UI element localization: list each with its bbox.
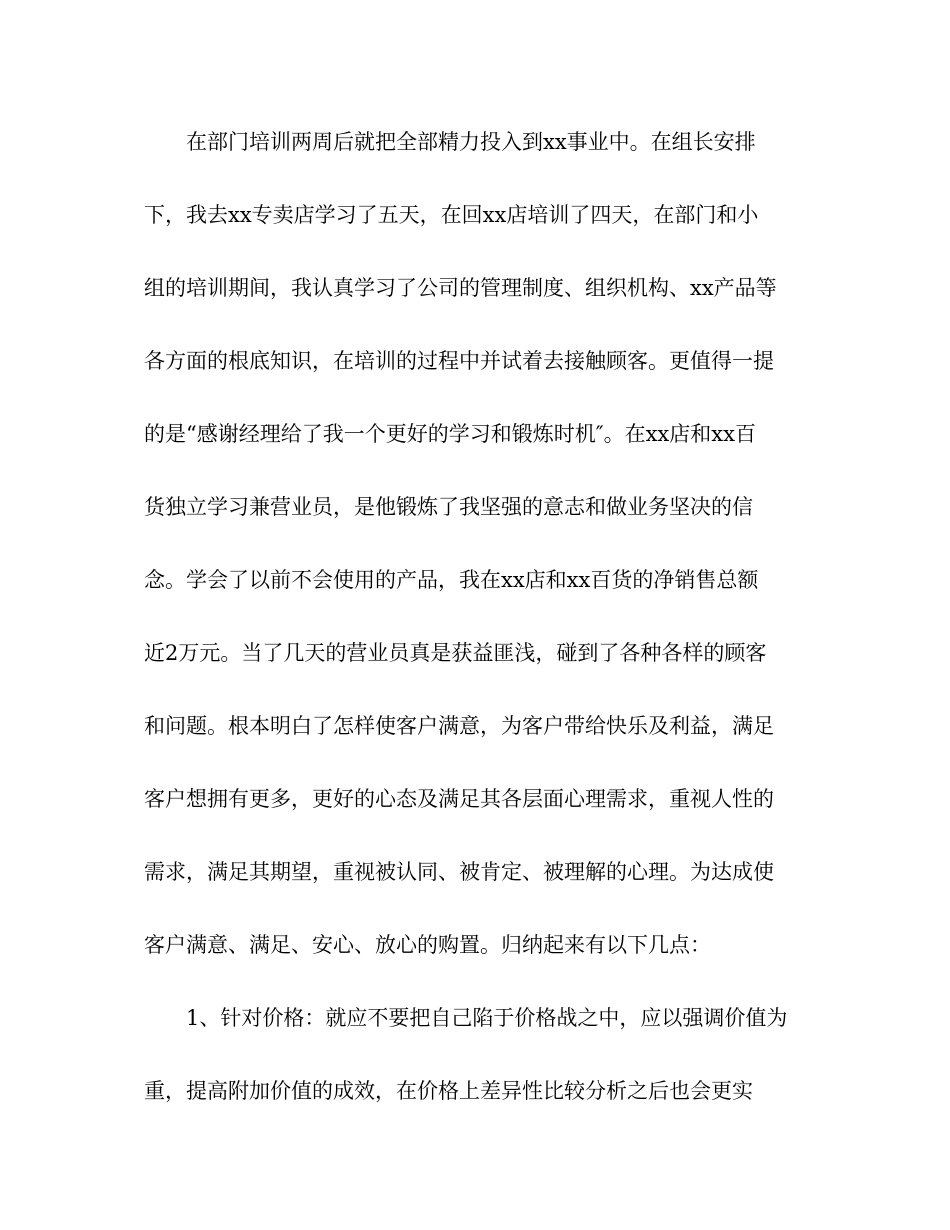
paragraph-line-2: 下，我去xx专卖店学习了五天，在回xx店培训了四天，在部门和小 <box>144 203 759 227</box>
paragraph-line-8: 近2万元。当了几天的营业员真是获益匪浅，碰到了各种各样的顾客 <box>144 641 767 665</box>
paragraph-line-6: 货独立学习兼营业员，是他锻炼了我坚强的意志和做业务坚决的信 <box>144 495 753 519</box>
paragraph-line-4: 各方面的根底知识，在培训的过程中并试着去接触顾客。更值得一提 <box>144 349 774 373</box>
paragraph-line-1: 在部门培训两周后就把全部精力投入到xx事业中。在组长安排 <box>186 130 756 154</box>
paragraph-line-5: 的是“感谢经理给了我一个更好的学习和锻炼时机″。在xx店和xx百 <box>144 422 756 446</box>
list-item-line-2: 重，提高附加价值的成效，在价格上差异性比较分析之后也会更实 <box>144 1079 753 1103</box>
paragraph-line-3: 组的培训期间，我认真学习了公司的管理制度、组织机构、xx产品等 <box>144 276 777 300</box>
paragraph-line-12: 客户满意、满足、安心、放心的购置。归纳起来有以下几点： <box>144 933 711 957</box>
paragraph-line-9: 和问题。根本明白了怎样使客户满意，为客户带给快乐及利益，满足 <box>144 714 774 738</box>
paragraph-line-10: 客户想拥有更多，更好的心态及满足其各层面心理需求，重视人性的 <box>144 787 774 811</box>
list-item-line-1: 1、针对价格：就应不要把自己陷于价格战之中，应以强调价值为 <box>186 1006 788 1030</box>
paragraph-line-11: 需求，满足其期望，重视被认同、被肯定、被理解的心理。为达成使 <box>144 860 774 884</box>
paragraph-line-7: 念。学会了以前不会使用的产品，我在xx店和xx百货的净销售总额 <box>144 568 759 592</box>
